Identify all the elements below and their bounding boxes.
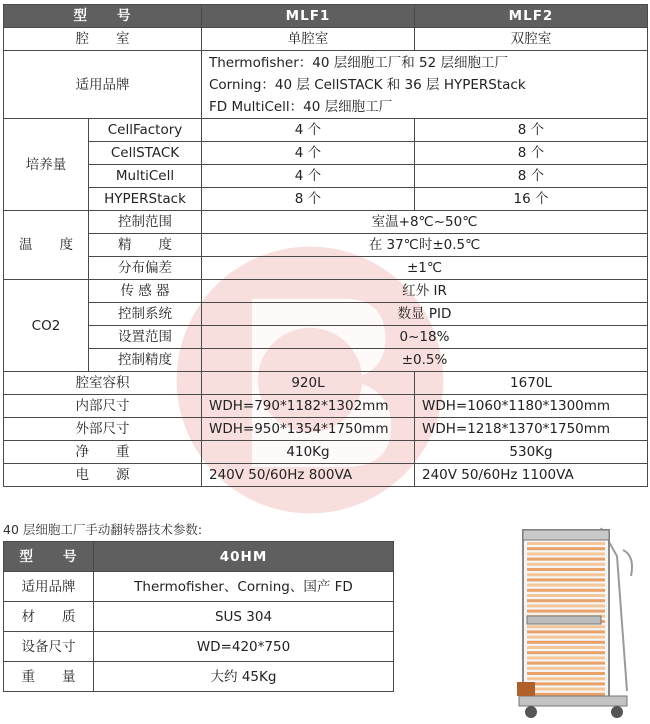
flipper-spec-value: WD=420*750 (94, 632, 394, 662)
table-row (4, 464, 648, 487)
co2-value: 0~18% (202, 326, 648, 349)
spec-label: 内部尺寸 (4, 395, 202, 418)
culture-layer (527, 558, 605, 561)
culture-layer (527, 568, 605, 571)
table-row (4, 349, 648, 372)
chamber-label: 腔 室 (4, 28, 202, 51)
capacity-mlf2: 16 个 (415, 188, 648, 211)
capacity-mlf2: 8 个 (415, 119, 648, 142)
table-row (4, 165, 648, 188)
culture-layer (527, 688, 605, 691)
capacity-item-name: CellSTACK (89, 142, 202, 165)
spec-mlf1: 920L (202, 372, 415, 395)
culture-layer (527, 599, 605, 602)
table-row (4, 188, 648, 211)
co2-item-name: 设置范围 (89, 326, 202, 349)
capacity-mlf2: 8 个 (415, 142, 648, 165)
flipper-header-label: 型 号 (4, 542, 94, 572)
culture-layer (527, 641, 605, 644)
culture-layer (527, 578, 605, 581)
brand-line: Corning：40 层 CellSTACK 和 36 层 HYPERStack (209, 76, 526, 93)
spec-mlf2: 240V 50/60Hz 1100VA (415, 464, 648, 487)
table-row (4, 280, 648, 303)
culture-layer (527, 656, 605, 659)
brand-line: FD MultiCell：40 层细胞工厂 (209, 98, 393, 115)
flipper-spec-value: SUS 304 (94, 602, 394, 632)
table-row (4, 142, 648, 165)
table-row (4, 372, 648, 395)
flipper-spec-label: 材 质 (4, 602, 94, 632)
co2-item-name: 控制精度 (89, 349, 202, 372)
flipper-spec-value: Thermofisher、Corning、国产 FD (94, 572, 394, 602)
table-row (4, 662, 394, 692)
spec-mlf1: WDH=950*1354*1750mm (202, 418, 415, 441)
culture-layer (527, 594, 605, 597)
culture-layer (527, 630, 605, 633)
spec-mlf1: 410Kg (202, 441, 415, 464)
capacity-mlf1: 4 个 (202, 165, 415, 188)
spec-label: 净 重 (4, 441, 202, 464)
culture-layer (527, 584, 605, 587)
flipper-spec-table (3, 541, 394, 692)
table-row (4, 5, 648, 28)
culture-layer (527, 563, 605, 566)
table-row (4, 28, 648, 51)
table-row (4, 51, 648, 119)
chamber-mlf2: 双腔室 (415, 28, 648, 51)
culture-layer (527, 552, 605, 555)
flipper-spec-label: 重 量 (4, 662, 94, 692)
spec-mlf2: WDH=1060*1180*1300mm (415, 395, 648, 418)
header-mlf1: MLF1 (202, 5, 415, 28)
co2-value: 数显 PID (202, 303, 648, 326)
capacity-item-name: CellFactory (89, 119, 202, 142)
mlf-spec-table (3, 4, 648, 487)
temperature-item-name: 控制范围 (89, 211, 202, 234)
capacity-label: 培养量 (4, 119, 89, 211)
capacity-mlf1: 4 个 (202, 119, 415, 142)
spec-mlf2: 1670L (415, 372, 648, 395)
culture-layer (527, 610, 605, 613)
capacity-item-name: HYPERStack (89, 188, 202, 211)
temperature-value: ±1℃ (202, 257, 648, 280)
table-row (4, 326, 648, 349)
table-row (4, 257, 648, 280)
spec-mlf1: WDH=790*1182*1302mm (202, 395, 415, 418)
temperature-value: 室温+8℃~50℃ (202, 211, 648, 234)
culture-layer (527, 667, 605, 670)
capacity-mlf1: 4 个 (202, 142, 415, 165)
brands-label: 适用品牌 (4, 51, 202, 119)
chamber-mlf1: 单腔室 (202, 28, 415, 51)
table-row (4, 542, 394, 572)
table-row (4, 303, 648, 326)
culture-layer (527, 662, 605, 665)
table-row (4, 119, 648, 142)
flipper-photo (497, 516, 642, 721)
culture-layer (527, 651, 605, 654)
table-row (4, 418, 648, 441)
brand-line: Thermofisher：40 层细胞工厂和 52 层细胞工厂 (209, 54, 509, 71)
culture-layer (527, 604, 605, 607)
table-row (4, 572, 394, 602)
capacity-mlf2: 8 个 (415, 165, 648, 188)
culture-layer (527, 636, 605, 639)
temperature-value: 在 37℃时±0.5℃ (202, 234, 648, 257)
co2-item-name: 控制系统 (89, 303, 202, 326)
flipper-caption: 40 层细胞工厂手动翻转器技术参数: (3, 522, 203, 537)
temperature-label: 温 度 (4, 211, 89, 280)
culture-layer (527, 625, 605, 628)
flipper-header-model: 40HM (94, 542, 394, 572)
spec-label: 电 源 (4, 464, 202, 487)
culture-layer (527, 646, 605, 649)
spec-label: 外部尺寸 (4, 418, 202, 441)
spec-mlf1: 240V 50/60Hz 800VA (202, 464, 415, 487)
flipper-spec-value: 大约 45Kg (94, 662, 394, 692)
table-row (4, 602, 394, 632)
culture-layer (527, 589, 605, 592)
co2-label: CO2 (4, 280, 89, 372)
co2-value: ±0.5% (202, 349, 648, 372)
table-row (4, 395, 648, 418)
spec-mlf2: 530Kg (415, 441, 648, 464)
temperature-item-name: 精 度 (89, 234, 202, 257)
spec-label: 腔室容积 (4, 372, 202, 395)
table-row (4, 632, 394, 662)
flipper-spec-label: 适用品牌 (4, 572, 94, 602)
header-model-label: 型 号 (4, 5, 202, 28)
flipper-spec-label: 设备尺寸 (4, 632, 94, 662)
capacity-item-name: MultiCell (89, 165, 202, 188)
table-row (4, 234, 648, 257)
culture-layer (527, 677, 605, 680)
capacity-mlf1: 8 个 (202, 188, 415, 211)
table-row (4, 211, 648, 234)
table-row (4, 441, 648, 464)
spec-mlf2: WDH=1218*1370*1750mm (415, 418, 648, 441)
culture-layer (527, 693, 605, 696)
brands-value (202, 51, 648, 119)
co2-value: 红外 IR (202, 280, 648, 303)
culture-layer (527, 682, 605, 685)
culture-layer (527, 547, 605, 550)
temperature-item-name: 分布偏差 (89, 257, 202, 280)
co2-item-name: 传 感 器 (89, 280, 202, 303)
culture-layer (527, 672, 605, 675)
culture-layer (527, 573, 605, 576)
culture-layer (527, 542, 605, 545)
header-mlf2: MLF2 (415, 5, 648, 28)
